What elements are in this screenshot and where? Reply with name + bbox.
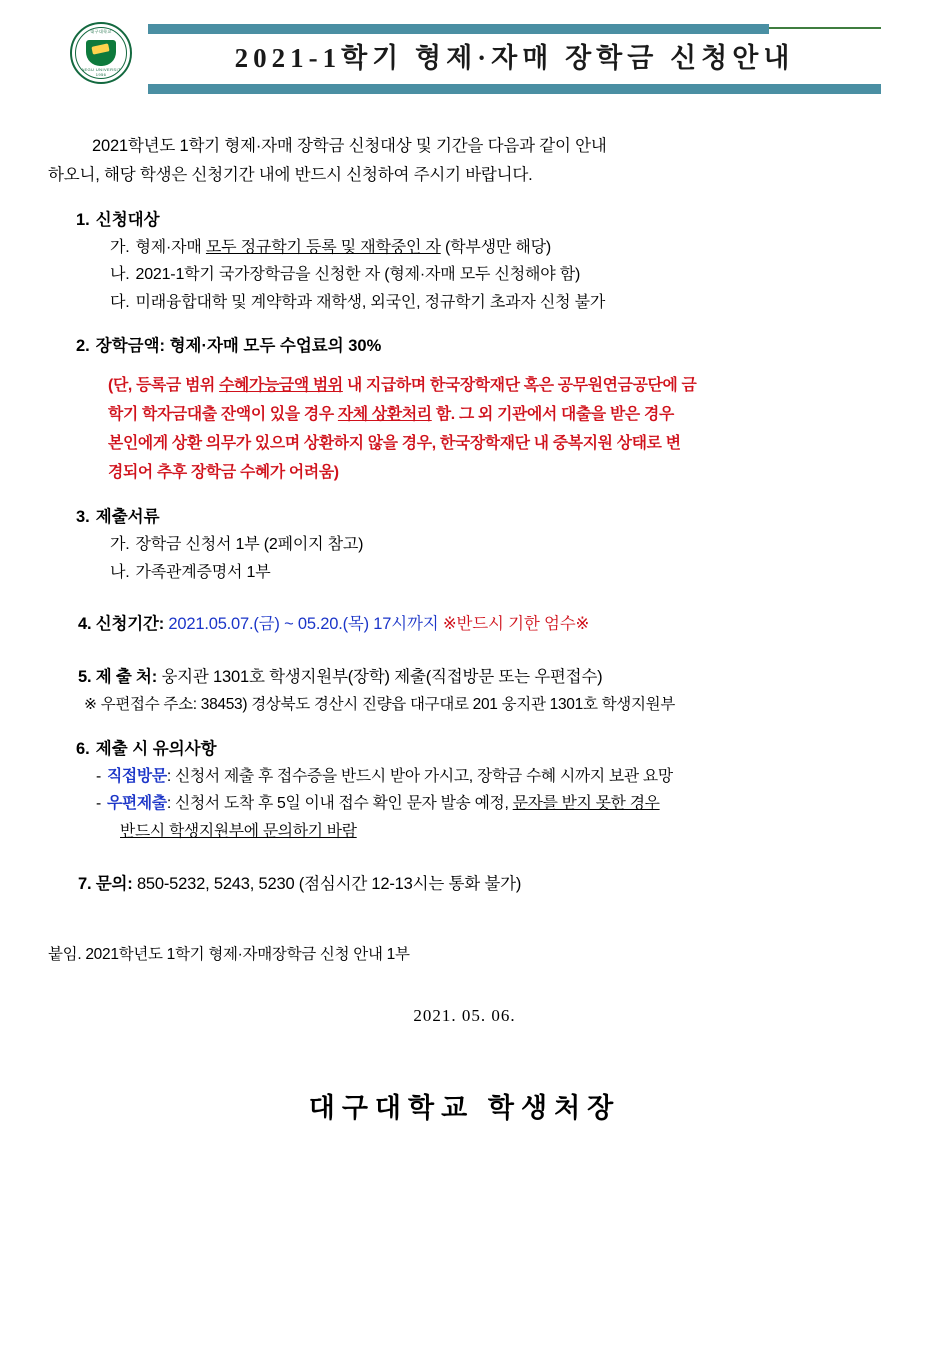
section-2-red-note [108, 372, 898, 487]
section-submission-cautions [48, 735, 881, 846]
application-period-value: 2021.05.07.(금) ~ 05.20.(목) 17시까지 [168, 615, 439, 634]
red-note-pre: 본인에게 상환 의무가 있으며 상환하지 않을 경우, 한국장학재단 내 중복지원 상태로 변 [108, 434, 681, 452]
header-bar-bottom [148, 84, 881, 94]
section-1-item-2 [110, 261, 881, 289]
logo-top-text: 대구대학교 [90, 29, 112, 34]
item-text-underline: 모두 정규학기 등록 및 재학중인 자 [205, 238, 441, 256]
document-page [0, 10, 929, 1358]
red-note-pre: (단, 등록금 범위 [108, 377, 220, 395]
section-3-heading [76, 503, 881, 531]
section-contact [48, 870, 881, 899]
section-application-target [48, 206, 881, 317]
page-title: 2021-1학기 형제·자매 장학금 신청안내 [234, 43, 795, 73]
item-text-post: (학부생만 해당) [440, 238, 552, 256]
submission-mail-address-note: ※ 우편접수 주소: 38453) 경상북도 경산시 진량읍 대구대로 201 웅지관 1301호 학생지원부 [84, 696, 675, 714]
red-note-underline: 자체 상환처리 [337, 406, 432, 424]
intro-line-2: 하오니, 해당 학생은 신청기간 내에 반드시 신청하여 주시기 바랍니다. [48, 165, 533, 184]
attachment-note: 붙임. 2021학년도 1학기 형제·자매장학금 신청 안내 1부 [48, 946, 410, 964]
caution-item-visit: - 직접방문: 신청서 제출 후 접수증을 반드시 받아 가시고, 장학금 수혜 시까지 보관 요망 [96, 767, 673, 785]
section-submission-place [48, 663, 881, 718]
red-note-mid: 함. 그 외 기관에서 대출을 받은 경우 [431, 406, 674, 424]
logo-shield-icon [86, 40, 116, 66]
item-text-pre: 가족관계증명서 1부 [135, 563, 271, 581]
item-mark: 다. [110, 293, 130, 311]
intro-paragraph [48, 132, 881, 190]
contact-value: 850-5232, 5243, 5230 (점심시간 12-13시는 통화 불가) [136, 874, 522, 893]
section-1-item-1 [110, 234, 881, 262]
section-1-heading [76, 206, 881, 234]
caution-text-mail: : 신청서 도착 후 5일 이내 접수 확인 문자 발송 예정, [166, 795, 513, 813]
item-mark: 나. [110, 266, 130, 284]
item-mark: 나. [110, 563, 130, 581]
item-mark: 가. [110, 238, 130, 256]
section-7-label: 문의: [95, 874, 133, 893]
logo-bottom-text: DAEGU UNIVERSITY 1956 [78, 67, 124, 77]
red-note-line-4 [108, 459, 898, 488]
red-note-line-2 [108, 401, 898, 430]
section-scholarship-amount [48, 332, 881, 487]
intro-line-1: 2021학년도 1학기 형제·자매 장학금 신청대상 및 기간을 다음과 같이 안내 [92, 137, 607, 155]
section-6-number: 6. [76, 739, 90, 758]
section-4-label: 신청기간: [95, 615, 165, 634]
red-note-underline: 수혜가능금액 범위 [219, 377, 343, 395]
section-5-number: 5. [78, 668, 92, 687]
section-4-line [78, 610, 881, 639]
item-mark: 가. [110, 536, 130, 554]
red-note-pre: 경되어 추후 장학금 수혜가 어려움) [108, 463, 339, 481]
section-3-title: 제출서류 [95, 508, 160, 527]
section-6-heading [76, 735, 881, 763]
section-2-title: 장학금액: 형제·자매 모두 수업료의 30% [95, 337, 382, 356]
item-text-pre: 형제·자매 [135, 238, 206, 256]
section-3-item-2 [110, 559, 881, 587]
caution-label-mail: 우편제출 [106, 795, 167, 813]
section-1-title: 신청대상 [95, 210, 160, 229]
application-period-emphasis: ※반드시 기한 엄수※ [442, 615, 590, 634]
item-text-pre: 2021-1학기 국가장학금을 신청한 자 (형제·자매 모두 신청해야 함) [135, 266, 581, 284]
section-application-period [48, 610, 881, 639]
section-3-number: 3. [76, 508, 90, 527]
caution-continuation-mail: 반드시 학생지원부에 문의하기 바람 [120, 822, 357, 840]
document-header [48, 10, 881, 106]
caution-underline-mail: 문자를 받지 못한 경우 [512, 795, 660, 813]
red-note-mid: 내 지급하며 한국장학재단 혹은 공무원연금공단에 금 [342, 377, 697, 395]
section-6-title: 제출 시 유의사항 [95, 739, 217, 758]
section-2-heading [76, 332, 881, 360]
section-7-line [78, 870, 881, 899]
submission-place-value: 웅지관 1301호 학생지원부(장학) 제출(직접방문 또는 우편접수) [161, 668, 603, 687]
section-1-item-3 [110, 289, 881, 317]
item-text-pre: 장학금 신청서 1부 (2페이지 참고) [135, 536, 364, 554]
section-2-number: 2. [76, 337, 90, 356]
red-note-pre: 학기 학자금대출 잔액이 있을 경우 [108, 406, 338, 424]
section-required-documents [48, 503, 881, 586]
section-7-number: 7. [78, 874, 92, 893]
item-text-pre: 미래융합대학 및 계약학과 재학생, 외국인, 정규학기 초과자 신청 불가 [135, 293, 606, 311]
caution-label-visit: 직접방문 [106, 767, 167, 785]
red-note-line-1 [108, 372, 898, 401]
header-bar-top [148, 24, 769, 34]
header-bar-top-right-line [769, 27, 881, 29]
caution-text-visit: : 신청서 제출 후 접수증을 반드시 받아 가시고, 장학금 수혜 시까지 보관 요망 [166, 767, 673, 785]
document-signer: 대구대학교 학생처장 [308, 1093, 621, 1124]
section-5-label: 제 출 처: [95, 668, 158, 687]
caution-item-mail: - 우편제출: 신청서 도착 후 5일 이내 접수 확인 문자 발송 예정, 문자를 받지 못한 경우 반드시 학생지원부에 문의하기 바람 [96, 790, 881, 845]
document-date: 2021. 05. 06. [413, 1006, 516, 1026]
section-4-number: 4. [78, 615, 92, 634]
university-logo-icon [70, 22, 132, 84]
section-3-item-1 [110, 531, 881, 559]
section-5-line [78, 663, 881, 692]
section-1-number: 1. [76, 210, 90, 229]
red-note-line-3 [108, 430, 898, 459]
